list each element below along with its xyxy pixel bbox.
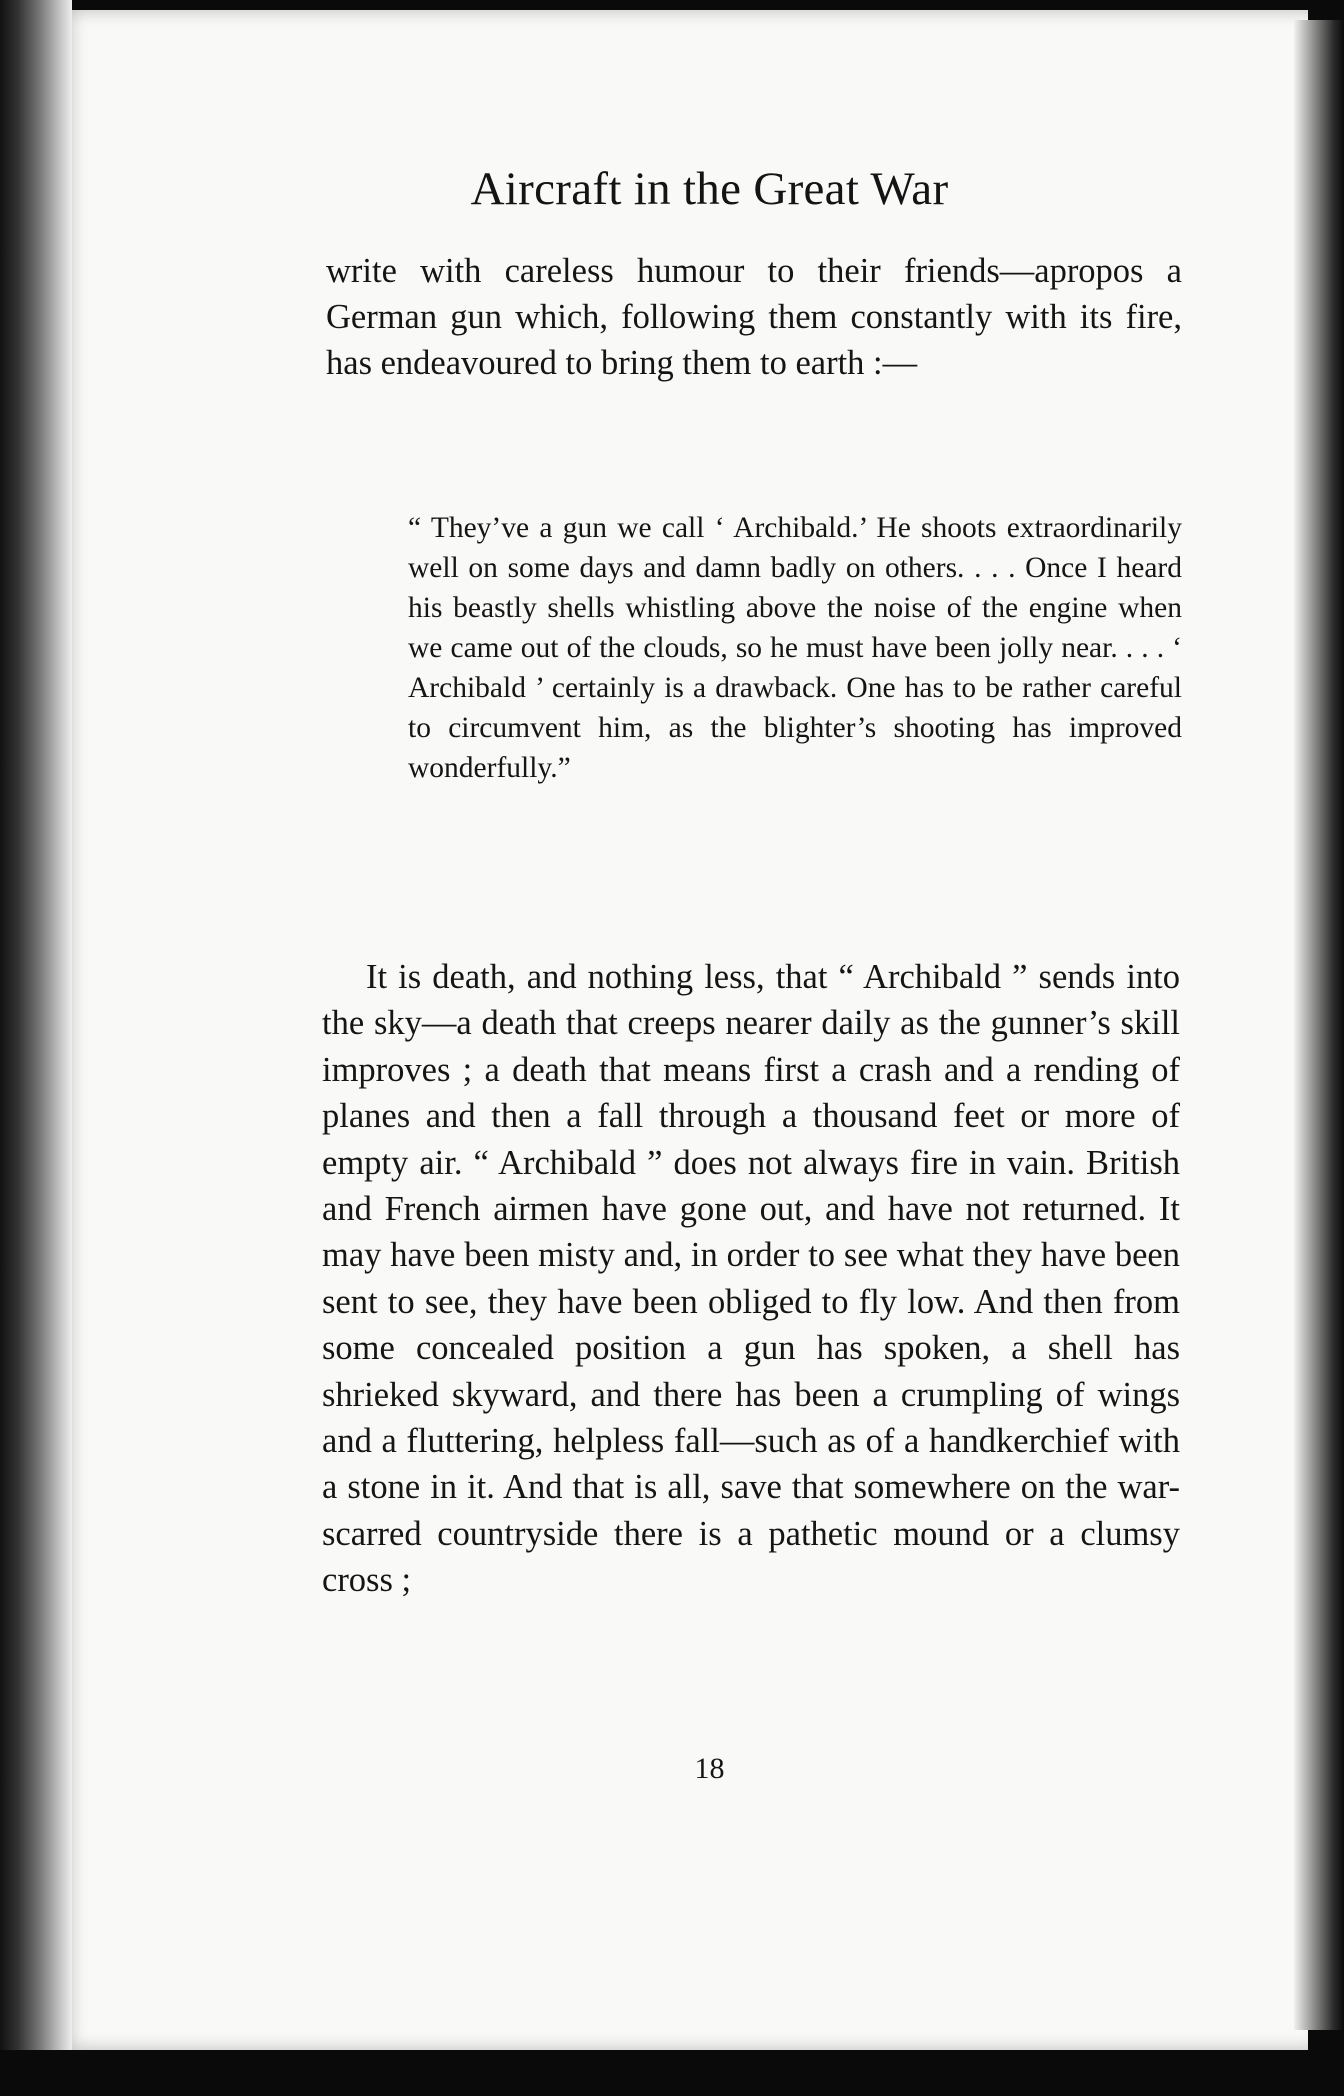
page-edge-shadow: [1294, 20, 1344, 2030]
running-head: Aircraft in the Great War: [470, 163, 949, 215]
page-gutter-shadow: [0, 0, 72, 2060]
scan-bottom-border: [0, 2050, 1344, 2096]
paragraph-main: It is death, and nothing less, that “ Archibald ” sends into the sky—a death that creeps nearer daily as the gunner’s skill improves ; a death that means first a crash and a rending of planes and then a fall through a thousand feet or more of empty air. “ Archibald ” does not always fire in vain. British and French airmen have gone out, and have not returned. It may have been misty and, in order to see what they have been sent to see, they have been obliged to fly low. And then from some concealed position a gun has spoken, a shell has shrieked skyward, and there has been a crumpling of wings and a fluttering, helpless fall—such as of a handkerchief with a stone in it. And that is all, save that somewhere on the war-scarred countryside there is a pathetic mound or a clumsy cross ;: [322, 958, 1180, 1600]
paragraph-continued: write with careless humour to their friends—apropos a German gun which, following them constantly with its fire, has endeavoured to bring them to earth :—: [326, 252, 1182, 382]
page-number: 18: [694, 1752, 725, 1785]
block-quote: “ They’ve a gun we call ‘ Archibald.’ He shoots extraordinarily well on some days and damn badly on others. . . . Once I heard his beastly shells whistling above the noise of the engine when we came out of the clouds, so he must have been jolly near. . . . ‘ Archibald ’ certainly is a drawback. One has to be rather careful to circumvent him, as the blighter’s shooting has improved wonderfully.”: [408, 512, 1182, 784]
